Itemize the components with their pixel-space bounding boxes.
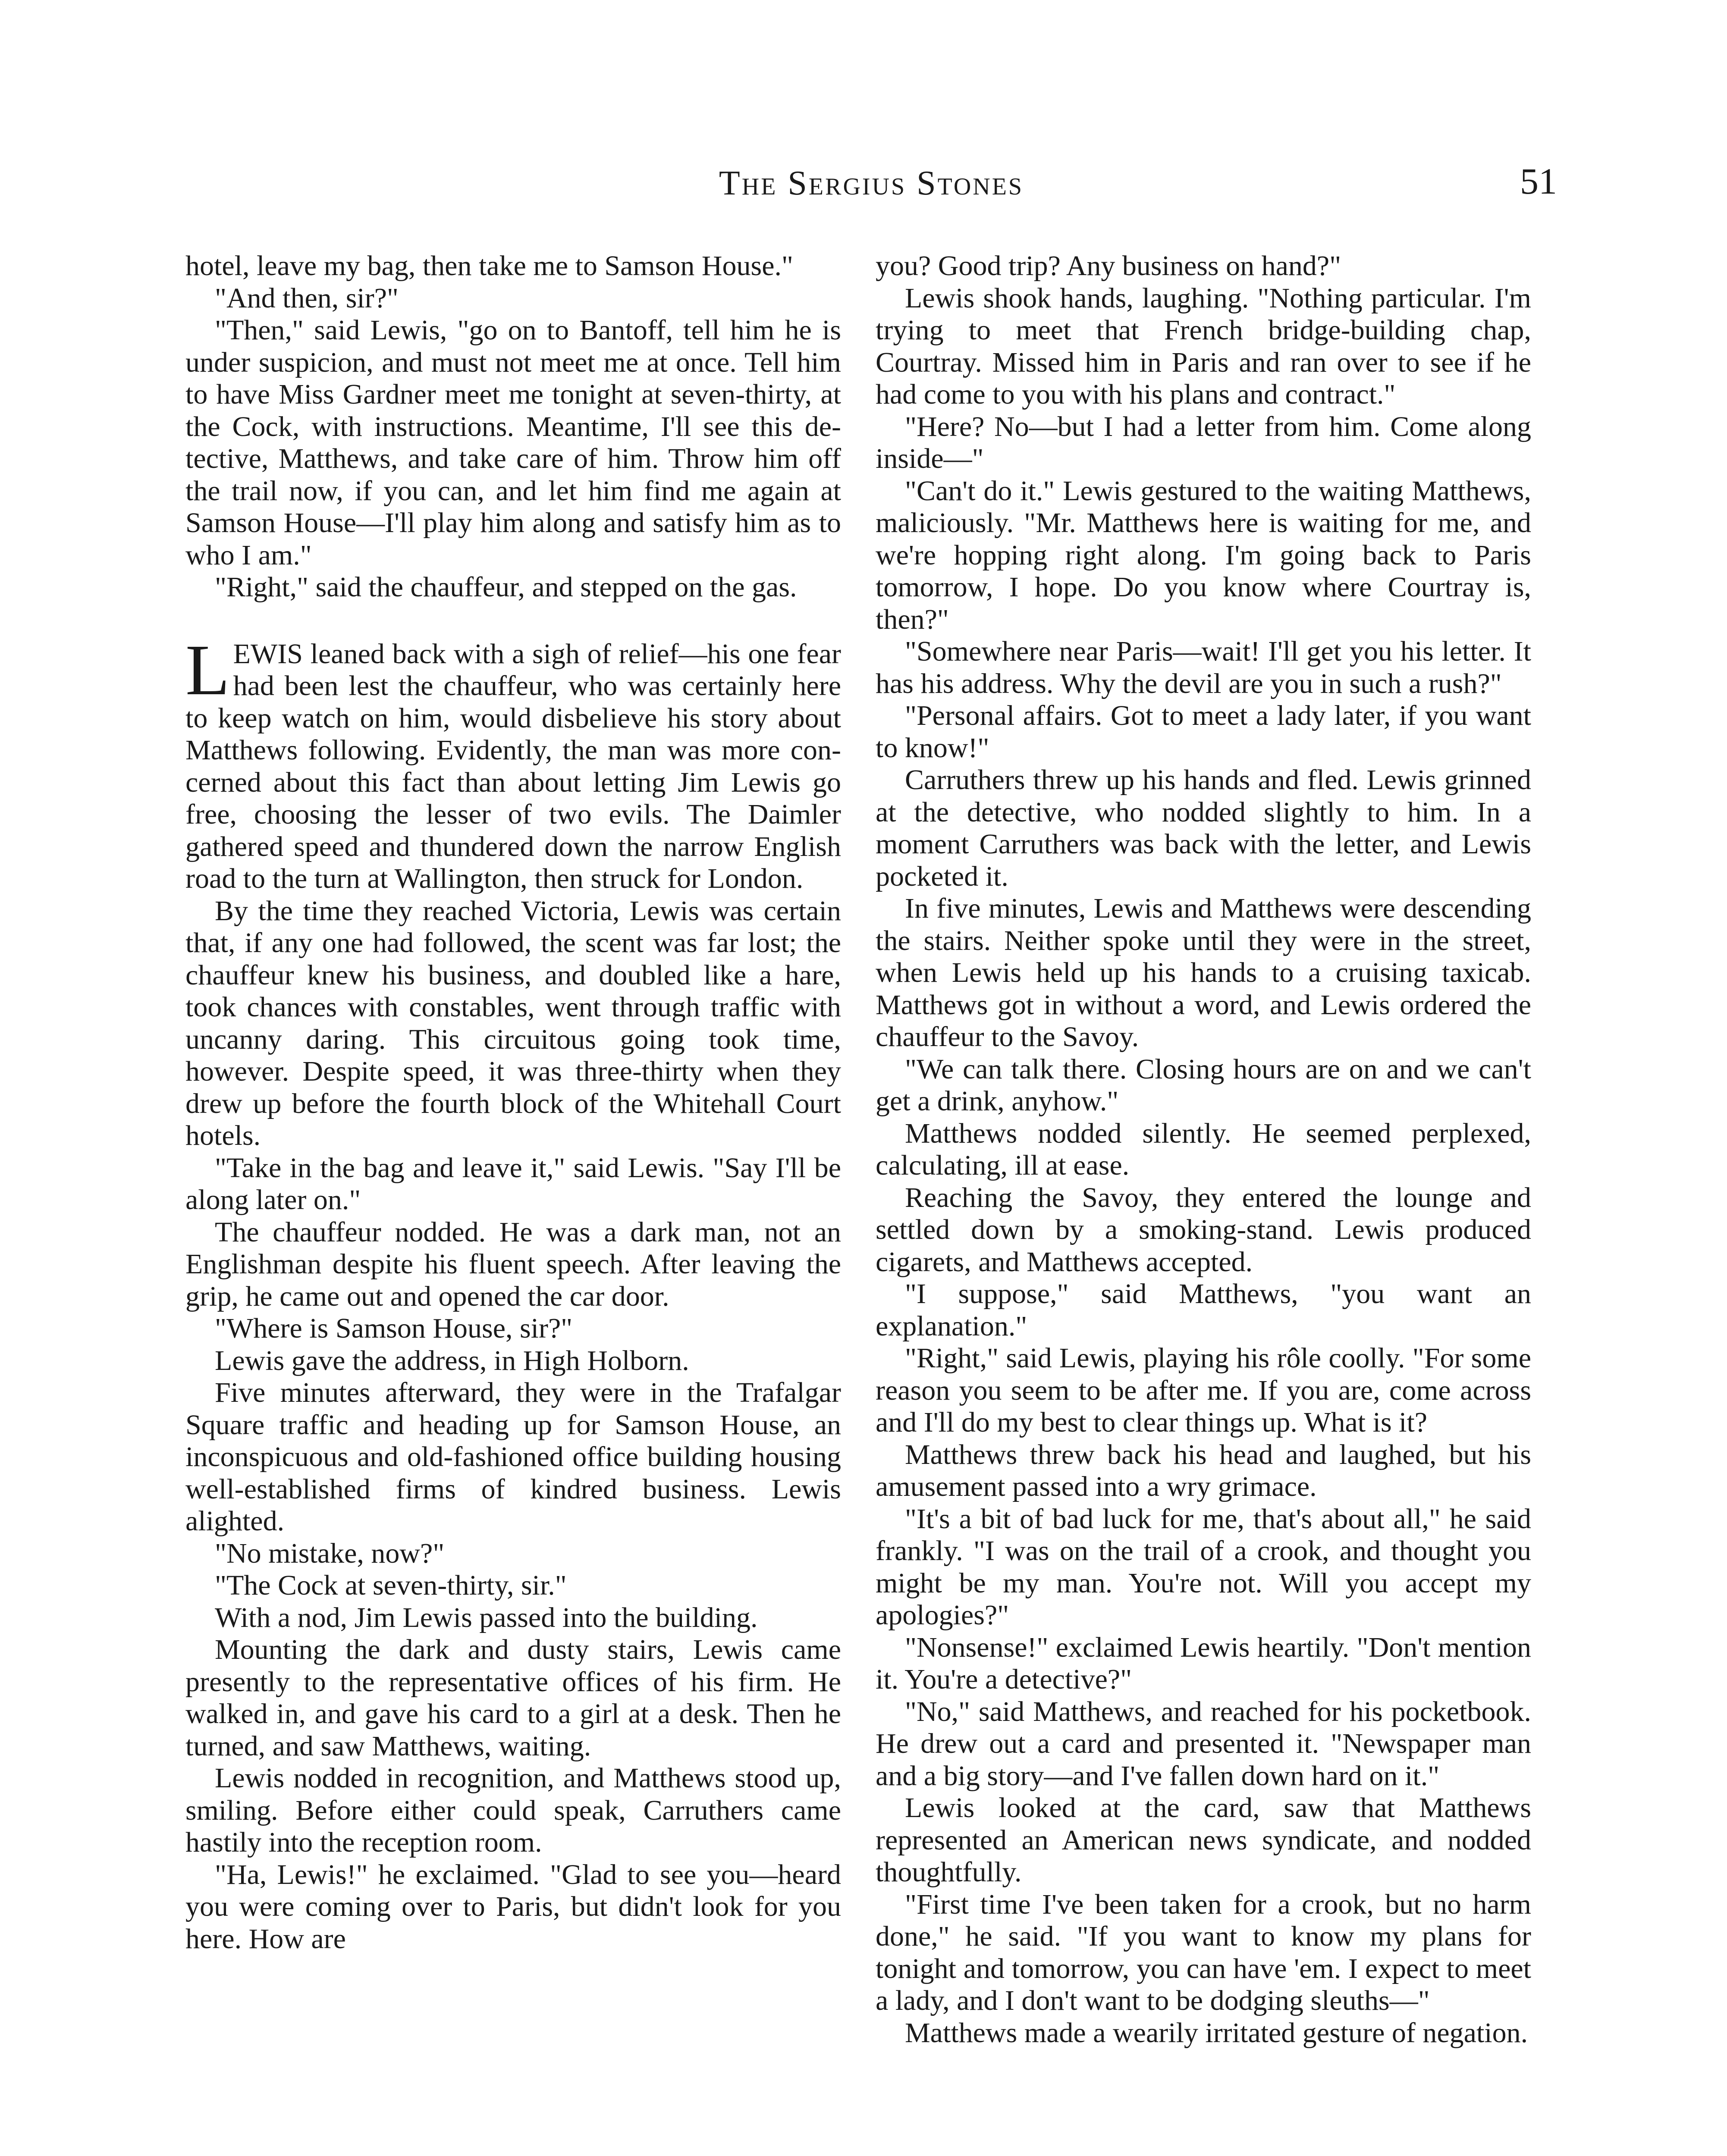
paragraph: "Then," said Lewis, "go on to Bantoff, tell him he is under suspicion, and must not meet me at once. Tell him to have Miss Gardner meet me tonight at seven-thirty, at the Cock, with instructions. Meantime, I'll see this detective, Matthews, and take care of him. Throw him off the trail now, if you can, and let him find me again at Samson House—I'll play him along and satisfy him as to who I am." — [185, 314, 841, 571]
paragraph-text: EWIS leaned back with a sigh of relief—his one fear had been lest the chauffeur, who was certainly here to keep watch on him, would disbelieve his story about Matthews following. Evidently, the man was more concerned about this fact than about letting Jim Lewis go free, choosing the lesser of two evils. The Daimler gathered speed and thundered down the narrow English road to the turn at Wallington, then struck for London. — [185, 638, 841, 894]
paragraph: In five minutes, Lewis and Matthews were descending the stairs. Neither spoke until they were in the street, when Lewis held up his hands to a cruising taxicab. Matthews got in without a word, and Lewis ordered the chauffeur to the Savoy. — [876, 893, 1531, 1053]
paragraph: Lewis nodded in recognition, and Matthews stood up, smiling. Before either could speak, Carruthers came hastily into the reception room. — [185, 1762, 841, 1858]
paragraph: With a nod, Jim Lewis passed into the building. — [215, 1601, 758, 1633]
page-header — [185, 160, 1557, 220]
paragraph: "Nonsense!" exclaimed Lewis heartily. "Don't mention it. You're a detective?" — [876, 1631, 1531, 1695]
running-title: The Sergius Stones — [719, 164, 1024, 202]
paragraph: you? Good trip? Any business on hand?" — [876, 250, 1341, 282]
paragraph: Reaching the Savoy, they entered the lounge and settled down by a smoking-stand. Lewis produced cigarets, and Matthews accepted. — [876, 1181, 1531, 1278]
right-column — [876, 250, 1531, 2049]
paragraph: "Ha, Lewis!" he exclaimed. "Glad to see you—heard you were coming over to Paris, but didn't look for you here. How are — [185, 1858, 841, 1955]
paragraph: Lewis looked at the card, saw that Matthews represented an American news syndicate, and nodded thoughtfully. — [876, 1792, 1531, 1888]
paragraph: The chauffeur nodded. He was a dark man, not an Englishman despite his fluent speech. After leaving the grip, he came out and opened the car door. — [185, 1216, 841, 1312]
paragraph: "Right," said Lewis, playing his rôle coolly. "For some reason you seem to be after me. If you are, come across and I'll do my best to clear things up. What is it? — [876, 1342, 1531, 1438]
paragraph: "We can talk there. Closing hours are on and we can't get a drink, anyhow." — [876, 1053, 1531, 1117]
drop-cap: L — [185, 630, 230, 710]
paragraph: Carruthers threw up his hands and fled. Lewis grinned at the detective, who nodded slightly to him. In a moment Carruthers was back with the letter, and Lewis pocketed it. — [876, 764, 1531, 892]
paragraph: By the time they reached Victoria, Lewis was certain that, if any one had followed, the scent was far lost; the chauffeur knew his business, and doubled like a hare, took chances with constables, went through traffic with uncanny daring. This circuitous going took time, however. Despite speed, it was three-thirty when they drew up before the fourth block of the Whitehall Court hotels. — [185, 895, 841, 1151]
paragraph: Matthews threw back his head and laughed, but his amusement passed into a wry grimace. — [876, 1438, 1531, 1502]
paragraph: "Here? No—but I had a letter from him. Come along inside—" — [876, 411, 1531, 474]
paragraph: "It's a bit of bad luck for me, that's about all," he said frankly. "I was on the trail of a crook, and thought you might be my man. You're not. Will you accept my apologies?" — [876, 1503, 1531, 1631]
paragraph: Mounting the dark and dusty stairs, Lewis came presently to the representative offices of his firm. He walked in, and gave his card to a girl at a desk. Then he turned, and saw Matthews, waiting. — [185, 1634, 841, 1762]
paragraph: "Take in the bag and leave it," said Lewis. "Say I'll be along later on." — [185, 1152, 841, 1216]
paragraph: hotel, leave my bag, then take me to Samson House." — [185, 250, 793, 282]
section-start-paragraph — [185, 630, 841, 895]
paragraph: Lewis gave the address, in High Holborn. — [215, 1344, 689, 1376]
paragraph: "No," said Matthews, and reached for his pocketbook. He drew out a card and presented it. "Newspaper man and a big story—and I've fallen down hard on it." — [876, 1695, 1531, 1792]
paragraph: Lewis shook hands, laughing. "Nothing particular. I'm trying to meet that French bridge-building chap, Courtray. Missed him in Paris and ran over to see if he had come to you with his plans and contract." — [876, 282, 1531, 410]
paragraph: Matthews made a wearily irritated gesture of negation. — [905, 2017, 1528, 2049]
paragraph: "And then, sir?" — [215, 282, 399, 314]
paragraph: "Can't do it." Lewis gestured to the waiting Matthews, maliciously. "Mr. Matthews here is waiting for me, and we're hopping right along. I'm going back to Paris tomorrow, I hope. Do you know where Courtray is, then?" — [876, 475, 1531, 635]
paragraph: "No mistake, now?" — [215, 1537, 445, 1569]
paragraph: "I suppose," said Matthews, "you want an explanation." — [876, 1278, 1531, 1342]
paragraph: "Where is Samson House, sir?" — [215, 1313, 573, 1344]
paragraph: "Somewhere near Paris—wait! I'll get you his letter. It has his address. Why the devil are you in such a rush?" — [876, 636, 1531, 699]
paragraph: Matthews nodded silently. He seemed perplexed, calculating, ill at ease. — [876, 1117, 1531, 1181]
paragraph: "Personal affairs. Got to meet a lady later, if you want to know!" — [876, 700, 1531, 764]
paragraph: Five minutes afterward, they were in the Trafalgar Square traffic and heading up for Samson House, an inconspicuous and old-fashioned office building housing well-established firms of kindred business. Lewis alighted. — [185, 1377, 841, 1537]
page-number: 51 — [1520, 160, 1557, 202]
paragraph: "The Cock at seven-thirty, sir." — [215, 1570, 567, 1601]
paragraph: "Right," said the chauffeur, and stepped on the gas. — [215, 571, 797, 603]
left-column — [185, 250, 841, 1955]
paragraph: "First time I've been taken for a crook, but no harm done," he said. "If you want to know my plans for tonight and tomorrow, you can have 'em. I expect to meet a lady, and I don't want to be dodging sleuths—" — [876, 1888, 1531, 2016]
